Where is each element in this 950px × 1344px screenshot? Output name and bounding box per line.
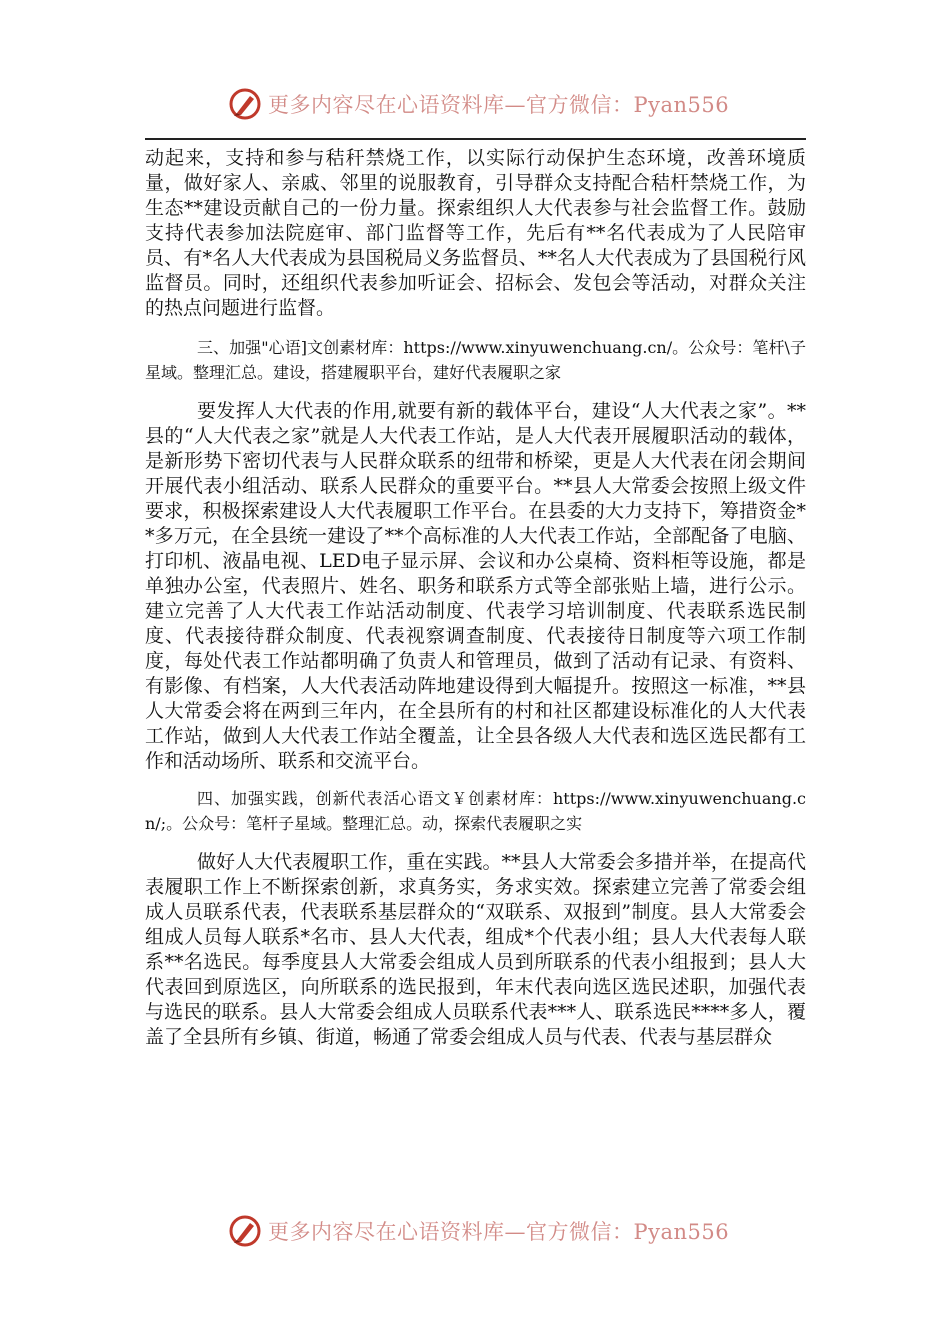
header-divider <box>145 138 806 140</box>
pen-nib-logo-icon <box>228 87 262 121</box>
watermark-text: 更多内容尽在心语资料库—官方微信：Pyan556 <box>268 93 730 117</box>
header-watermark <box>0 78 950 128</box>
document-body <box>145 146 806 1050</box>
section-heading-3: 三、加强"心语]文创素材库：https://www.xinyuwenchuang.cn/。公众号：笔杆\子星域。整理汇总。建设，搭建履职平台，建好代表履职之家 <box>145 338 806 382</box>
watermark-text: 更多内容尽在心语资料库—官方微信：Pyan556 <box>268 1220 730 1244</box>
paragraph-section-3: 要发挥人大代表的作用,就要有新的载体平台，建设“人大代表之家”。**县的“人大代表之家”就是人大代表工作站，是人大代表开展履职活动的载体，是新形势下密切代表与人民群众联系的纽带和桥梁，更是人大代表在闭会期间开展代表小组活动、联系人民群众的重要平台。**县人大常委会按照上级文件要求，积极探索建设人大代表履职工作平台。在县委的大力支持下，筹措资金**多万元，在全县统一建设了**个高标准的人大代表工作站，全部配备了电脑、打印机、液晶电视、LED电子显示屏、会议和办公桌椅、资料柜等设施，都是单独办公室，代表照片、姓名、职务和联系方式等全部张贴上墙，进行公示。建立完善了人大代表工作站活动制度、代表学习培训制度、代表联系选民制度、代表接待群众制度、代表视察调查制度、代表接待日制度等六项工作制度，每处代表工作站都明确了负责人和管理员，做到了活动有记录、有资料、有影像、有档案，人大代表活动阵地建设得到大幅提升。按照这一标准，**县人大常委会将在两到三年内，在全县所有的村和社区都建设标准化的人大代表工作站，做到人大代表工作站全覆盖，让全县各级人大代表和选区选民都有工作和活动场所、联系和交流平台。 <box>145 400 806 772</box>
footer-watermark <box>0 1205 950 1255</box>
paragraph-continuation: 动起来，支持和参与秸秆禁烧工作，以实际行动保护生态环境，改善环境质量，做好家人、亲戚、邻里的说服教育，引导群众支持配合秸杆禁烧工作，为生态**建设贡献自己的一份力量。探索组织人大代表参与社会监督工作。鼓励支持代表参加法院庭审、部门监督等工作，先后有**名代表成为了人民陪审员、有*名人大代表成为县国税局义务监督员、**名人大代表成为了县国税行风监督员。同时，还组织代表参加听证会、招标会、发包会等活动，对群众关注的热点问题进行监督。 <box>145 147 806 319</box>
section-heading-4: 四、加强实践，创新代表活心语文￥创素材库：https://www.xinyuwenchuang.cn/;。公众号：笔杆子星域。整理汇总。动，探索代表履职之实 <box>145 789 806 833</box>
pen-nib-logo-icon <box>228 1214 262 1248</box>
paragraph-section-4: 做好人大代表履职工作，重在实践。**县人大常委会多措并举，在提高代表履职工作上不断探索创新，求真务实，务求实效。探索建立完善了常委会组成人员联系代表，代表联系基层群众的“双联系、双报到”制度。县人大常委会组成人员每人联系*名市、县人大代表，组成*个代表小组；县人大代表每人联系**名选民。每季度县人大常委会组成人员到所联系的代表小组报到；县人大代表回到原选区，向所联系的选民报到，年末代表向选区选民述职，加强代表与选民的联系。县人大常委会组成人员联系代表***人、联系选民****多人，覆盖了全县所有乡镇、街道，畅通了常委会组成人员与代表、代表与基层群众 <box>145 851 806 1048</box>
